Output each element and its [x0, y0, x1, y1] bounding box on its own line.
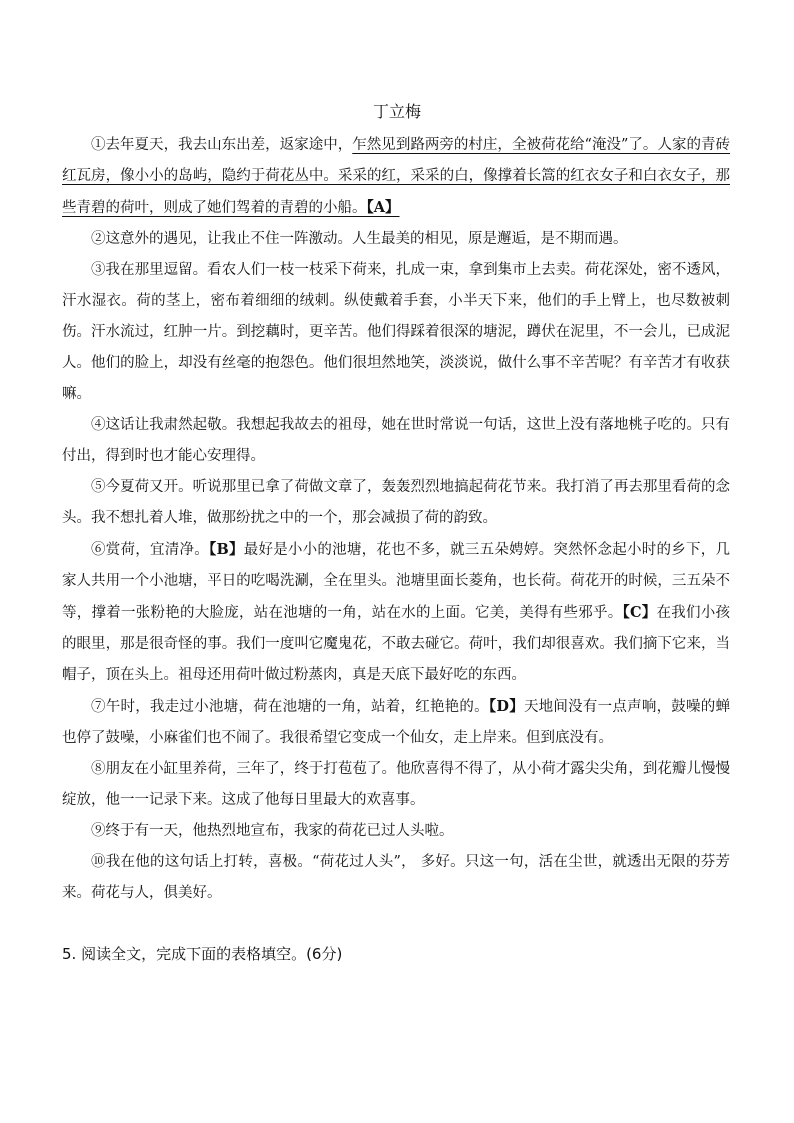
author-name: 丁立梅	[372, 102, 421, 121]
question-5: 5. 阅读全文，完成下面的表格填空。(6分)	[62, 945, 343, 963]
p1-underlined-passage: 乍然见到路两旁的村庄，全被荷花给“淹没”了。人家的青砖红瓦房，像小小的岛屿，隐约于荷花丛中。采采的红，采采的白，像撑着长篙的红衣女子和白衣女子，那些青碧的荷叶，则成了她们驾着的青碧的小船。	[62, 137, 731, 216]
p6-end: 在我们小孩的眼里，那是很奇怪的事。我们一度叫它魔鬼花，不敢去碰它。荷叶，我们却很喜欢。我们摘下它来，当帽子，顶在头上。祖母还用荷叶做过粉蒸肉，真是天底下最好吃的东西。	[62, 605, 731, 683]
paragraph-6	[62, 534, 730, 691]
paragraph-5: ⑤今夏荷又开。听说那里已拿了荷做文章了，轰轰烈烈地搞起荷花节来。我打消了再去那里看荷的念头。我不想扎着人堆，做那纷扰之中的一个，那会减损了荷的韵致。	[62, 479, 730, 526]
paragraph-10: ⑩我在他的这句话上打转，喜极。“荷花过人头”， 多好。只这一句，活在尘世，就透出无限的芬芳来。荷花与人，俱美好。	[62, 854, 730, 901]
p6-middle: 最好是小小的池塘，花也不多，就三五朵娉婷。突然怀念起小时的乡下，几家人共用一个小池塘，平日的吃喝洗涮，全在里头。池塘里面长菱角，也长荷。荷花开的时候，三五朵不等，撑着一张粉艳的大脸庞，站在池塘的一角，站在水的上面。它美，美得有些邪乎。	[62, 542, 731, 621]
paragraph-4: ④这话让我肃然起敬。我想起我故去的祖母，她在世时常说一句话，这世上没有落地桃子吃的。只有付出，得到时也才能心安理得。	[62, 417, 730, 464]
p1-lead: ①去年夏天，我去山东出差，返家途中，	[91, 137, 353, 153]
paragraph-7	[62, 691, 730, 754]
p7-end: 天地间没有一点声响，鼓噪的蝉也停了鼓噪，小麻雀们也不闹了。我很希望它变成一个仙女，走上岸来。但到底没有。	[62, 699, 731, 746]
p7-lead: ⑦午时，我走过小池塘，荷在池塘的一角，站着，红艳艳的。	[91, 699, 489, 715]
article-body	[62, 130, 730, 909]
p6-lead: ⑥赏荷，宜清净。	[91, 542, 209, 558]
paragraph-9: ⑨终于有一天，他热烈地宣布，我家的荷花已过人头啦。	[91, 823, 454, 839]
marker-a: 【A】	[366, 199, 400, 216]
paragraph-8: ⑧朋友在小缸里养荷，三年了，终于打苞苞了。他欣喜得不得了，从小荷才露尖尖角，到花瓣儿慢慢绽放，他一一记录下来。这成了他每日里最大的欢喜事。	[62, 761, 730, 808]
paragraph-3: ③我在那里逗留。看农人们一枝一枝采下荷来，扎成一束，拿到集市上去卖。荷花深处，密不透风，汗水湿衣。荷的茎上，密布着细细的绒刺。纵使戴着手套，小半天下来，他们的手上臂上，也尽数被刺伤。汗水流过，红肿一片。到挖藕时，更辛苦。他们得踩着很深的塘泥，蹲伏在泥里，不一会儿，已成泥人。他们的脸上，却没有丝毫的抱怨色。他们很坦然地笑，淡淡说，做什么事不辛苦呢？有辛苦才有收获嘛。	[62, 262, 730, 402]
paragraph-2: ②这意外的遇见，让我止不住一阵激动。人生最美的相见，原是邂逅，是不期而遇。	[91, 231, 628, 247]
marker-d: 【D】	[488, 698, 524, 715]
marker-c: 【C】	[622, 604, 657, 621]
paragraph-1	[62, 130, 730, 224]
marker-b: 【B】	[208, 541, 244, 558]
